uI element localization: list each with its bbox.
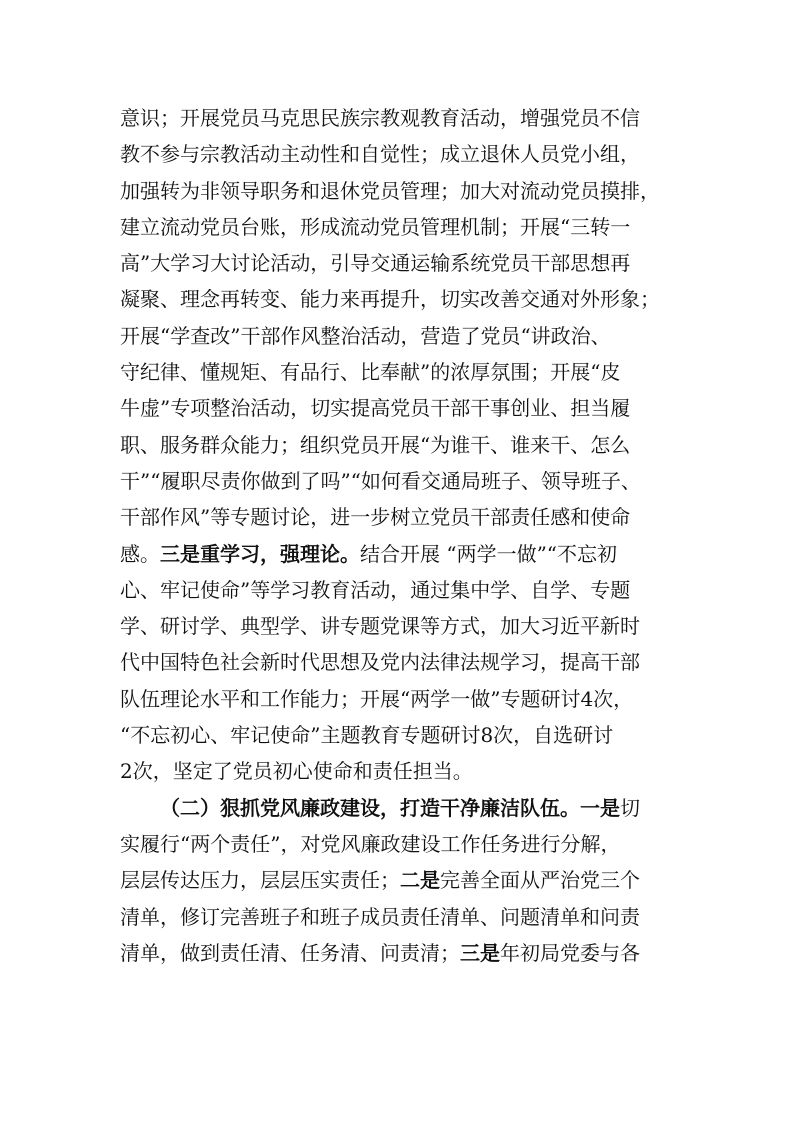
text-line (120, 536, 680, 572)
text-run: 干”“履职尽责你做到了吗”“如何看交通局班子、领导班子、 (120, 468, 641, 493)
text-line (120, 100, 680, 136)
text-line (120, 281, 680, 317)
text-run: 开展“学查改”干部作风整治活动，营造了党员“讲政治、 (120, 323, 611, 348)
text-run: 完善全面从严治党三个 (440, 868, 640, 893)
text-run: 牛虚”专项整治活动，切实提高党员干部干事创业、担当履 (120, 396, 631, 421)
bold-heading-run: 三是 (460, 940, 500, 965)
text-run: 实履行“两个责任”，对党风廉政建设工作任务进行分解， (120, 831, 621, 856)
text-run: 教不参与宗教活动主动性和自觉性；成立退休人员党小组， (120, 142, 640, 167)
bold-heading-run: 二是 (400, 868, 440, 893)
text-run: 职、服务群众能力；组织党员开展“为谁干、谁来干、怎么 (120, 432, 631, 457)
text-line (120, 935, 680, 971)
text-line (120, 427, 680, 463)
text-run: 层层传达压力，层层压实责任； (120, 868, 400, 893)
text-run: 清单，修订完善班子和班子成员责任清单、问题清单和问责 (120, 904, 640, 929)
text-run: 切 (620, 795, 640, 820)
text-run: 感。 (120, 541, 160, 566)
text-run: 守纪律、懂规矩、有品行、比奉献”的浓厚氛围；开展“皮 (120, 360, 621, 385)
section-heading-line (120, 790, 680, 826)
document-body (120, 100, 680, 971)
text-line (120, 354, 680, 390)
text-run: 年初局党委与各 (500, 940, 640, 965)
section-heading: （二）狠抓党风廉政建设，打造干净廉洁队伍。一是 (160, 795, 620, 820)
text-line (120, 826, 680, 862)
text-line (120, 608, 680, 644)
text-line (120, 318, 680, 354)
text-line (120, 572, 680, 608)
text-run: 干部作风”等专题讨论，进一步树立党员干部责任感和使命 (120, 505, 631, 530)
text-line (120, 717, 680, 753)
bold-heading-run: 三是重学习，强理论。 (160, 541, 360, 566)
text-line (120, 644, 680, 680)
text-run: 结合开展 “两学一做”“不忘初 (360, 541, 618, 566)
text-run: 学、研讨学、典型学、讲专题党课等方式，加大习近平新时 (120, 614, 640, 639)
text-run: 建立流动党员台账，形成流动党员管理机制；开展“三转一 (120, 214, 631, 239)
text-run: 清单，做到责任清、任务清、问责清； (120, 940, 460, 965)
text-line (120, 136, 680, 172)
text-line (120, 753, 680, 789)
text-line (120, 862, 680, 898)
text-run: 加强转为非领导职务和退休党员管理；加大对流动党员摸排， (120, 178, 660, 203)
text-line (120, 463, 680, 499)
text-run: 队伍理论水平和工作能力；开展“两学一做”专题研讨4次， (120, 686, 634, 711)
text-line (120, 245, 680, 281)
text-line (120, 173, 680, 209)
text-line (120, 390, 680, 426)
text-run: 2次，坚定了党员初心使命和责任担当。 (120, 759, 473, 784)
text-run: 意识；开展党员马克思民族宗教观教育活动，增强党员不信 (120, 106, 640, 130)
text-line (120, 499, 680, 535)
text-run: “不忘初心、牢记使命”主题教育专题研讨8次，自选研讨 (120, 723, 614, 748)
text-run: 代中国特色社会新时代思想及党内法律法规学习，提高干部 (120, 650, 640, 675)
text-run: 凝聚、理念再转变、能力来再提升，切实改善交通对外形象； (120, 287, 660, 312)
text-run: 高”大学习大讨论活动，引导交通运输系统党员干部思想再 (120, 251, 631, 276)
text-line (120, 681, 680, 717)
text-run: 心、牢记使命”等学习教育活动，通过集中学、自学、专题 (120, 577, 631, 602)
text-line (120, 209, 680, 245)
text-line (120, 899, 680, 935)
